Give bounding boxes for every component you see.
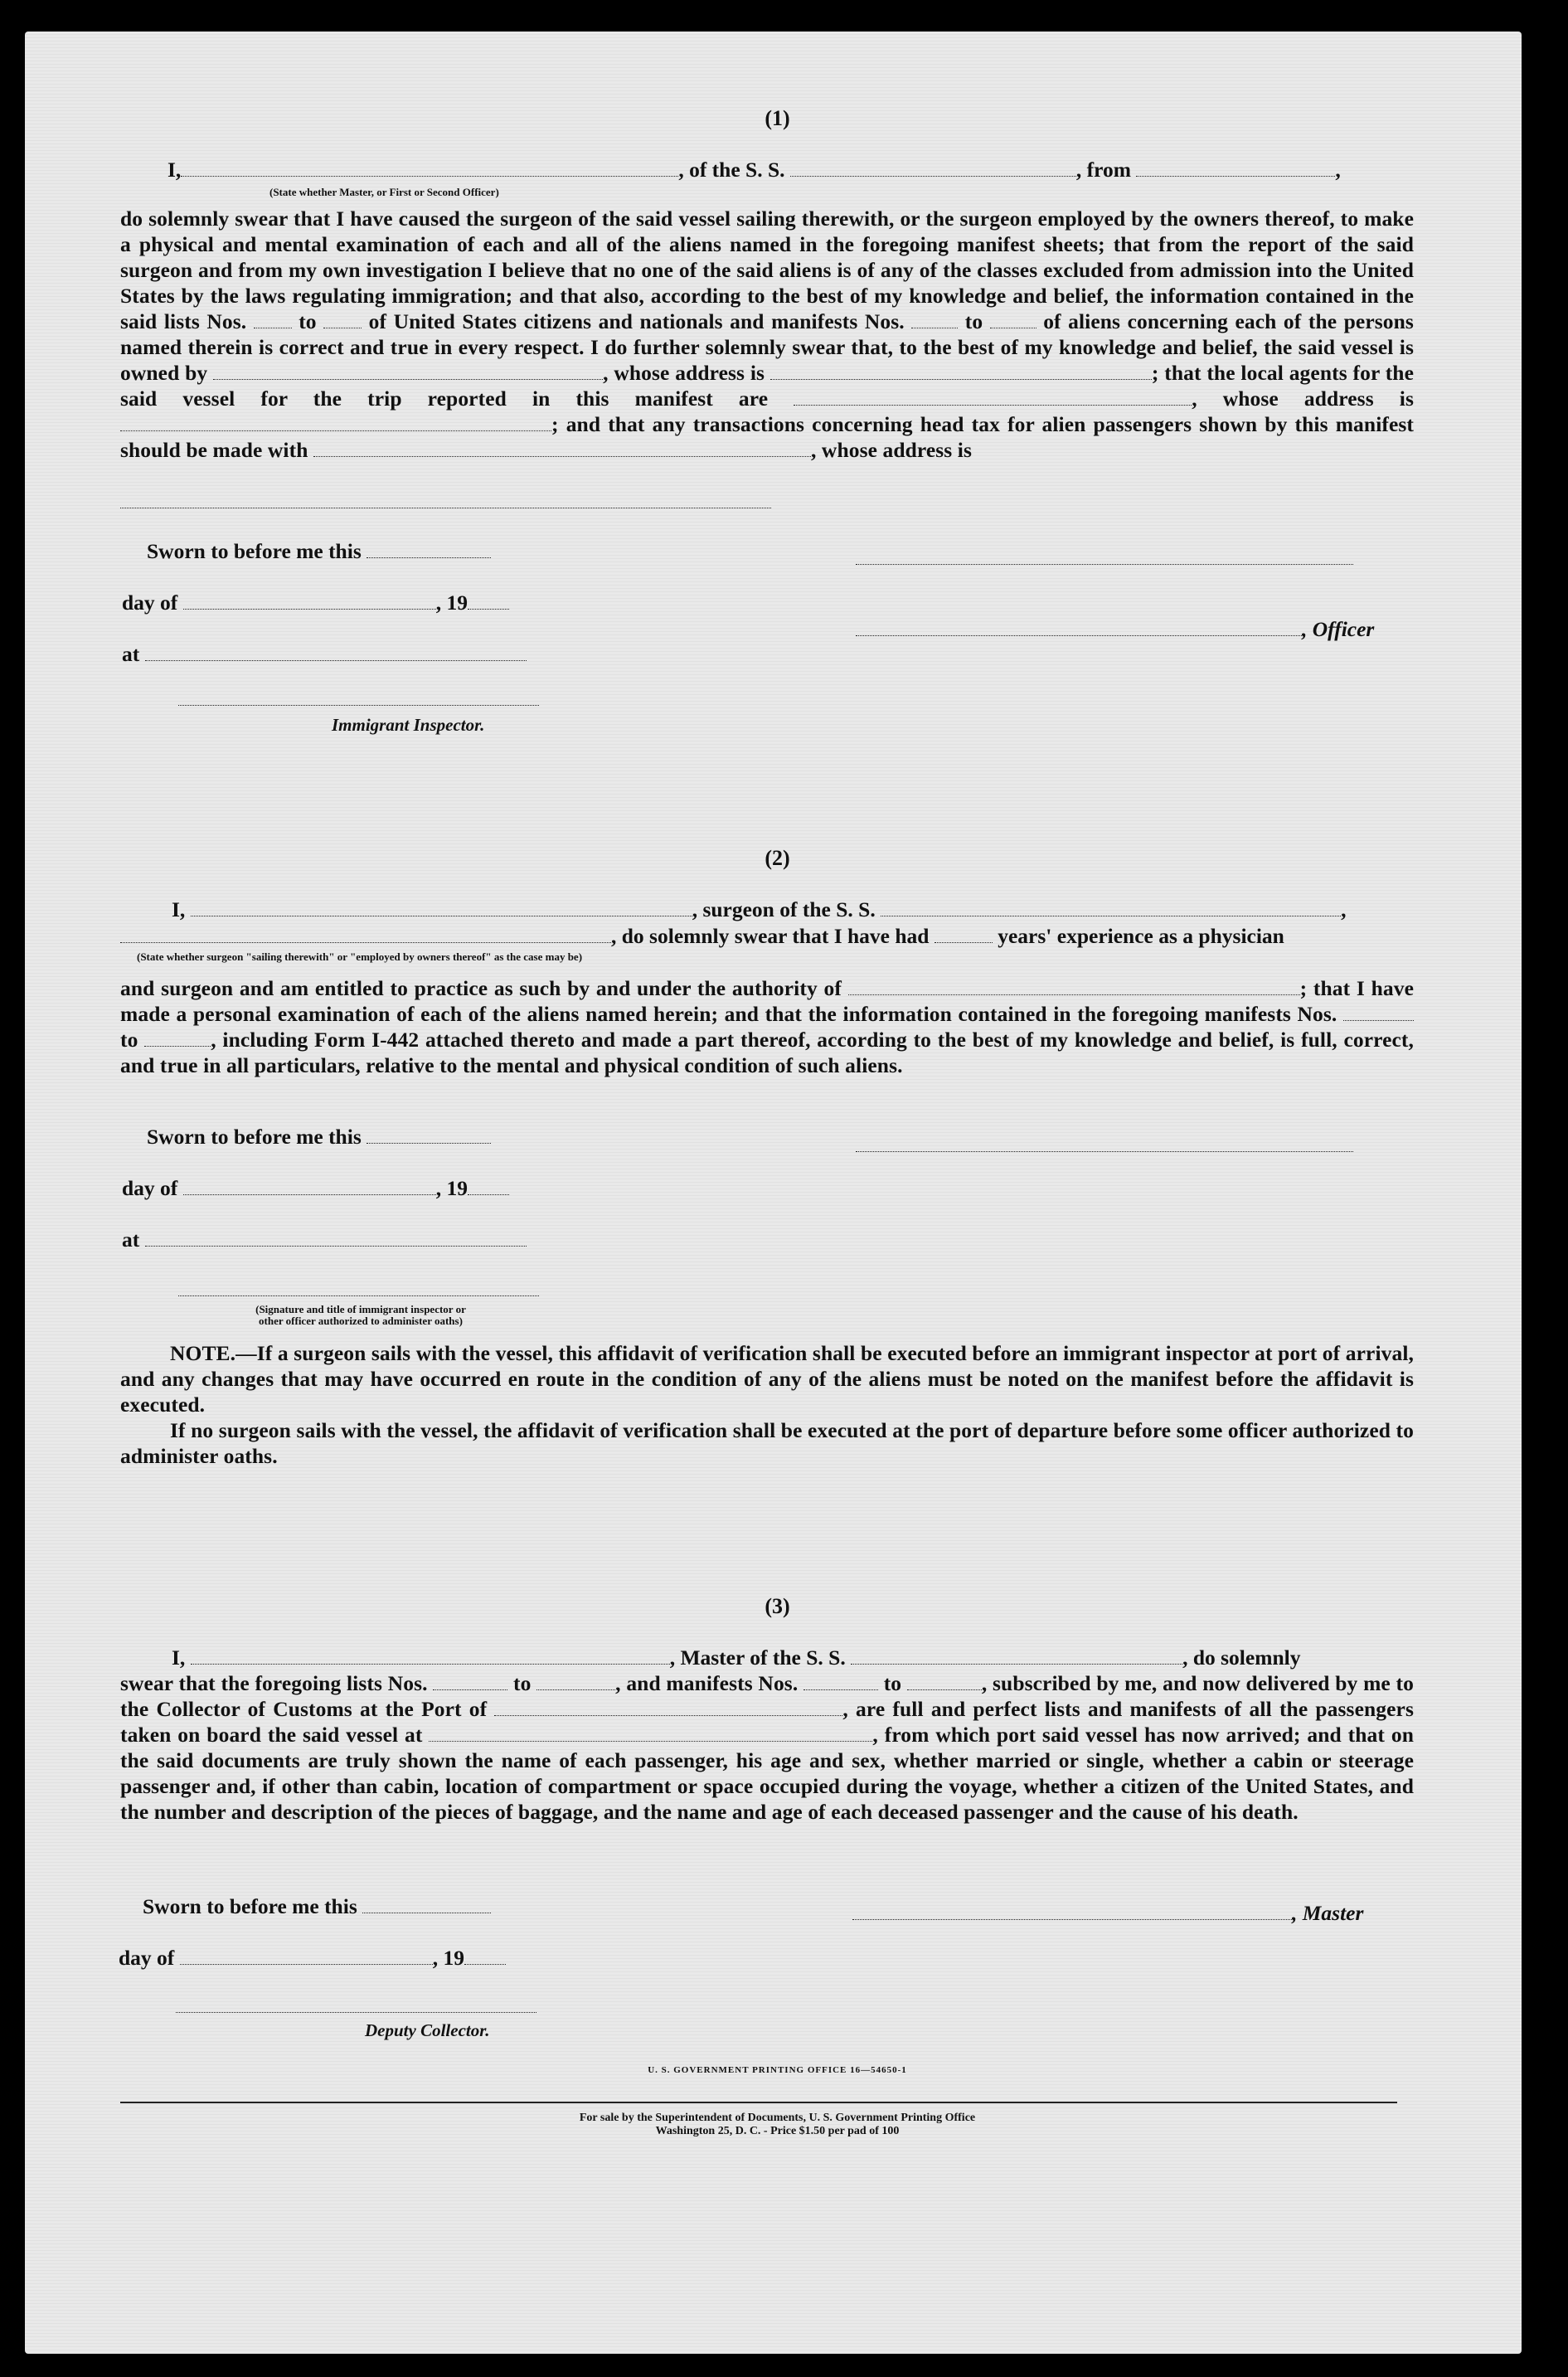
s2-surgeon-label: , surgeon of the S. S. — [692, 897, 876, 921]
s1-text-5: ; that the local agents for the said vessel for the trip reported in this manifest are — [120, 361, 1414, 411]
s1-headtax-address-field[interactable] — [120, 506, 771, 508]
s1-year-label: , 19 — [435, 591, 468, 615]
s3-dayof-label: day of — [119, 1946, 175, 1970]
s3-manifest-to-field[interactable] — [907, 1675, 982, 1690]
s3-oath-text — [120, 1670, 1414, 1825]
printer-line: U. S. GOVERNMENT PRINTING OFFICE 16—54650-1 — [648, 2065, 907, 2075]
s2-line2 — [120, 924, 1284, 949]
s3-year-label: , 19 — [432, 1946, 464, 1970]
s3-text-1: swear that the foregoing lists Nos. — [120, 1671, 428, 1695]
s1-line1: I, , of the S. S. , from , — [167, 158, 1341, 182]
s2-years-field[interactable] — [934, 927, 993, 943]
s2-note-lead: NOTE. — [170, 1341, 236, 1365]
s3-boarded-at-field[interactable] — [429, 1726, 872, 1742]
s1-at-row — [122, 642, 527, 667]
s2-text-1: and surgeon and am entitled to practice as such by and under the authority of — [120, 976, 842, 1000]
s1-text-3: of aliens concerning each of the persons named therein is correct and true in every respect. I do further solemnly swear that, to the best of my knowledge and belief, the said vessel is owned by — [120, 309, 1414, 385]
s1-day-field[interactable] — [183, 594, 436, 610]
s3-to-2: to — [883, 1671, 902, 1695]
s3-collector-label: Deputy Collector. — [365, 2020, 490, 2040]
s2-status-field[interactable] — [120, 927, 611, 943]
s1-agents-field[interactable] — [794, 390, 1192, 406]
s2-inspector-sign-field[interactable] — [178, 1294, 539, 1296]
s1-manifest-to-field[interactable] — [990, 313, 1036, 328]
s1-owner-address-field[interactable] — [770, 364, 1152, 380]
s1-officer-field[interactable] — [181, 161, 678, 177]
s1-lists-to-field[interactable] — [323, 313, 362, 328]
s1-text-8: , whose address is — [810, 438, 973, 462]
s3-year-field[interactable] — [464, 1949, 506, 1965]
s2-dayof-label: day of — [122, 1176, 178, 1200]
s2-sig-caption-1: (Signature and title of immigrant inspector or — [255, 1303, 466, 1315]
s1-lists-from-field[interactable] — [254, 313, 292, 328]
s2-signature-field[interactable] — [856, 1150, 1353, 1152]
s3-collector-sign-field[interactable] — [176, 2010, 536, 2013]
s3-lists-from-field[interactable] — [433, 1675, 507, 1690]
s2-year-field[interactable] — [468, 1179, 509, 1195]
s3-lists-to-field[interactable] — [536, 1675, 615, 1690]
s3-ship-field[interactable] — [851, 1649, 1182, 1665]
s1-text-1: do solemnly swear that I have caused the surgeon of the said vessel sailing therewith, or the surgeon employed by the owners thereof, to make a physical and mental examination of each and all of the aliens named in the foregoing manifest sheets; that from the report of the said surgeon and from my own investigation I believe that no one of the said aliens is of any of the classes excluded from admission into the United States by the laws regulating immigration; and that also, according to the best of my knowledge and belief, the information contained in the said lists Nos. — [120, 207, 1414, 333]
s1-sworn-row — [147, 539, 491, 564]
s3-sworn-row — [143, 1894, 491, 1919]
s2-to: to — [120, 1028, 138, 1052]
section-3-number: (3) — [765, 1594, 790, 1618]
s3-text-4: , are full and perfect lists and manifests of all the passengers taken on board the said vessel at — [120, 1697, 1414, 1747]
s3-to-1: to — [512, 1671, 532, 1695]
s1-owner-field[interactable] — [213, 364, 603, 380]
s2-sig-caption — [187, 1304, 535, 1327]
s1-officer-row — [856, 617, 1374, 642]
s3-sworn-label: Sworn to before me this — [143, 1894, 357, 1918]
footer-rule — [120, 2102, 1397, 2103]
s2-ship-field[interactable] — [881, 901, 1341, 916]
s3-text-2: , and manifests Nos. — [615, 1671, 799, 1695]
s1-text-2: of United States citizens and nationals and manifests Nos. — [368, 309, 905, 333]
s3-manifest-from-field[interactable] — [803, 1675, 878, 1690]
s2-at-field[interactable] — [145, 1231, 527, 1247]
s2-note-text-1: —If a surgeon sails with the vessel, this affidavit of verification shall be executed before an immigrant inspector at port of arrival, and any changes that may have occurred en route in the condition of any of the aliens must be noted on the manifest before the affidavit is executed. — [120, 1341, 1414, 1417]
s1-inspector-label: Immigrant Inspector. — [332, 715, 485, 735]
s3-master-title: , Master — [1292, 1901, 1364, 1925]
s2-day-row — [122, 1176, 509, 1201]
s2-day-field[interactable] — [183, 1179, 436, 1195]
s2-note-text-2: If no surgeon sails with the vessel, the affidavit of verification shall be executed at the port of departure before some officer authorized to administer oaths. — [120, 1418, 1414, 1468]
s3-text-5: , from which port said vessel has now arrived; and that on the said documents are truly shown the name of each passenger, his age and sex, whether married or single, whether a cabin or steerage passenger and, if other than cabin, location of compartment or space occupied during the voyage, whether a citizen of the United States, and the number and description of the pieces of baggage, and the name and age of each deceased passenger and the cause of his death. — [120, 1723, 1415, 1824]
s2-manifest-to-field[interactable] — [144, 1031, 211, 1047]
s1-dayof-label: day of — [122, 591, 178, 615]
s3-sworn-date-field[interactable] — [362, 1898, 491, 1913]
s1-oath-text — [120, 206, 1414, 463]
s3-master-sign-field[interactable] — [852, 1904, 1292, 1920]
s1-ship-field[interactable] — [790, 161, 1076, 177]
s3-i-label: I, — [172, 1645, 186, 1670]
s1-inspector-sign-field[interactable] — [178, 703, 539, 706]
s1-text-4: , whose address is — [603, 361, 765, 385]
s2-at-label: at — [122, 1227, 140, 1252]
s1-day-row — [122, 591, 509, 615]
s2-swear-label: , do solemnly swear that I have had — [611, 924, 930, 948]
s3-line1 — [172, 1645, 1300, 1670]
s3-day-field[interactable] — [180, 1949, 433, 1965]
s1-text-6: , whose address is — [1192, 386, 1414, 411]
s1-officer-note: (State whether Master, or First or Second Officer) — [269, 186, 499, 198]
s3-solemnly-label: , do solemnly — [1182, 1645, 1301, 1670]
section-1-number: (1) — [765, 106, 790, 130]
s1-officer-title: , Officer — [1302, 617, 1375, 641]
s1-sworn-date-field[interactable] — [367, 542, 491, 558]
s2-surgeon-name-field[interactable] — [191, 901, 692, 916]
footer-line-2: Washington 25, D. C. - Price $1.50 per pad of 100 — [655, 2125, 900, 2137]
s1-manifest-from-field[interactable] — [911, 313, 958, 328]
s1-at-field[interactable] — [145, 645, 527, 661]
s1-text-7: ; and that any transactions concerning head tax for alien passengers shown by this manifest should be made with — [120, 412, 1414, 462]
s2-year-label: , 19 — [435, 1176, 468, 1200]
s1-agents-address-field[interactable] — [120, 416, 551, 431]
s1-signature-field[interactable] — [856, 562, 1353, 565]
form-sheet — [25, 32, 1522, 2354]
s1-from-label: , from — [1075, 158, 1132, 182]
footer — [25, 2112, 1530, 2138]
s3-day-row — [119, 1946, 506, 1971]
s1-i-label: I, — [167, 158, 182, 182]
s2-status-note: (State whether surgeon "sailing therewith" or "employed by owners thereof" as the case may be) — [137, 950, 583, 963]
s3-master-label: , Master of the S. S. — [669, 1645, 846, 1670]
s2-manifest-from-field[interactable] — [1343, 1005, 1414, 1021]
s1-at-label: at — [122, 642, 140, 666]
s1-ss-label: , of the S. S. — [678, 158, 785, 182]
s2-sig-caption-2: other officer authorized to administer oaths) — [259, 1315, 463, 1327]
s2-note — [120, 1340, 1414, 1469]
s2-oath-text — [120, 975, 1414, 1078]
s1-headtax-field[interactable] — [313, 441, 811, 457]
s2-authority-field[interactable] — [848, 979, 1300, 995]
s1-officer-sign-field[interactable] — [856, 620, 1302, 636]
s3-master-name-field[interactable] — [191, 1649, 670, 1665]
s2-sworn-date-field[interactable] — [367, 1128, 491, 1144]
s2-years-label: years' experience as a physician — [998, 924, 1284, 948]
s2-line1: I, , surgeon of the S. S. , — [172, 897, 1347, 921]
s1-to-1: to — [299, 309, 317, 333]
s1-from-field[interactable] — [1136, 161, 1335, 177]
s3-master-row — [852, 1901, 1363, 1926]
footer-line-1: For sale by the Superintendent of Documents, U. S. Government Printing Office — [579, 2112, 976, 2124]
s2-sworn-row — [147, 1125, 491, 1150]
section-2-number: (2) — [765, 846, 790, 870]
s2-sworn-label: Sworn to before me this — [147, 1125, 362, 1149]
s2-text-3: , including Form I-442 attached thereto and made a part thereof, according to the best of my knowledge and belief, is full, correct, and true in all particulars, relative to the mental and physical condition of such aliens. — [120, 1028, 1414, 1077]
s2-at-row — [122, 1227, 527, 1252]
s1-sworn-label: Sworn to before me this — [147, 539, 362, 563]
s3-text-3: , subscribed by me, and now delivered by me to the Collector of Customs at the Port of — [120, 1671, 1414, 1721]
s1-year-field[interactable] — [468, 594, 509, 610]
s3-port-field[interactable] — [494, 1700, 842, 1716]
s2-i-label: I, — [172, 897, 186, 921]
s2-text-2: ; that I have made a personal examination of each of the aliens named herein; and that the information contained in the foregoing manifests Nos. — [120, 976, 1414, 1026]
s1-to-2: to — [964, 309, 983, 333]
